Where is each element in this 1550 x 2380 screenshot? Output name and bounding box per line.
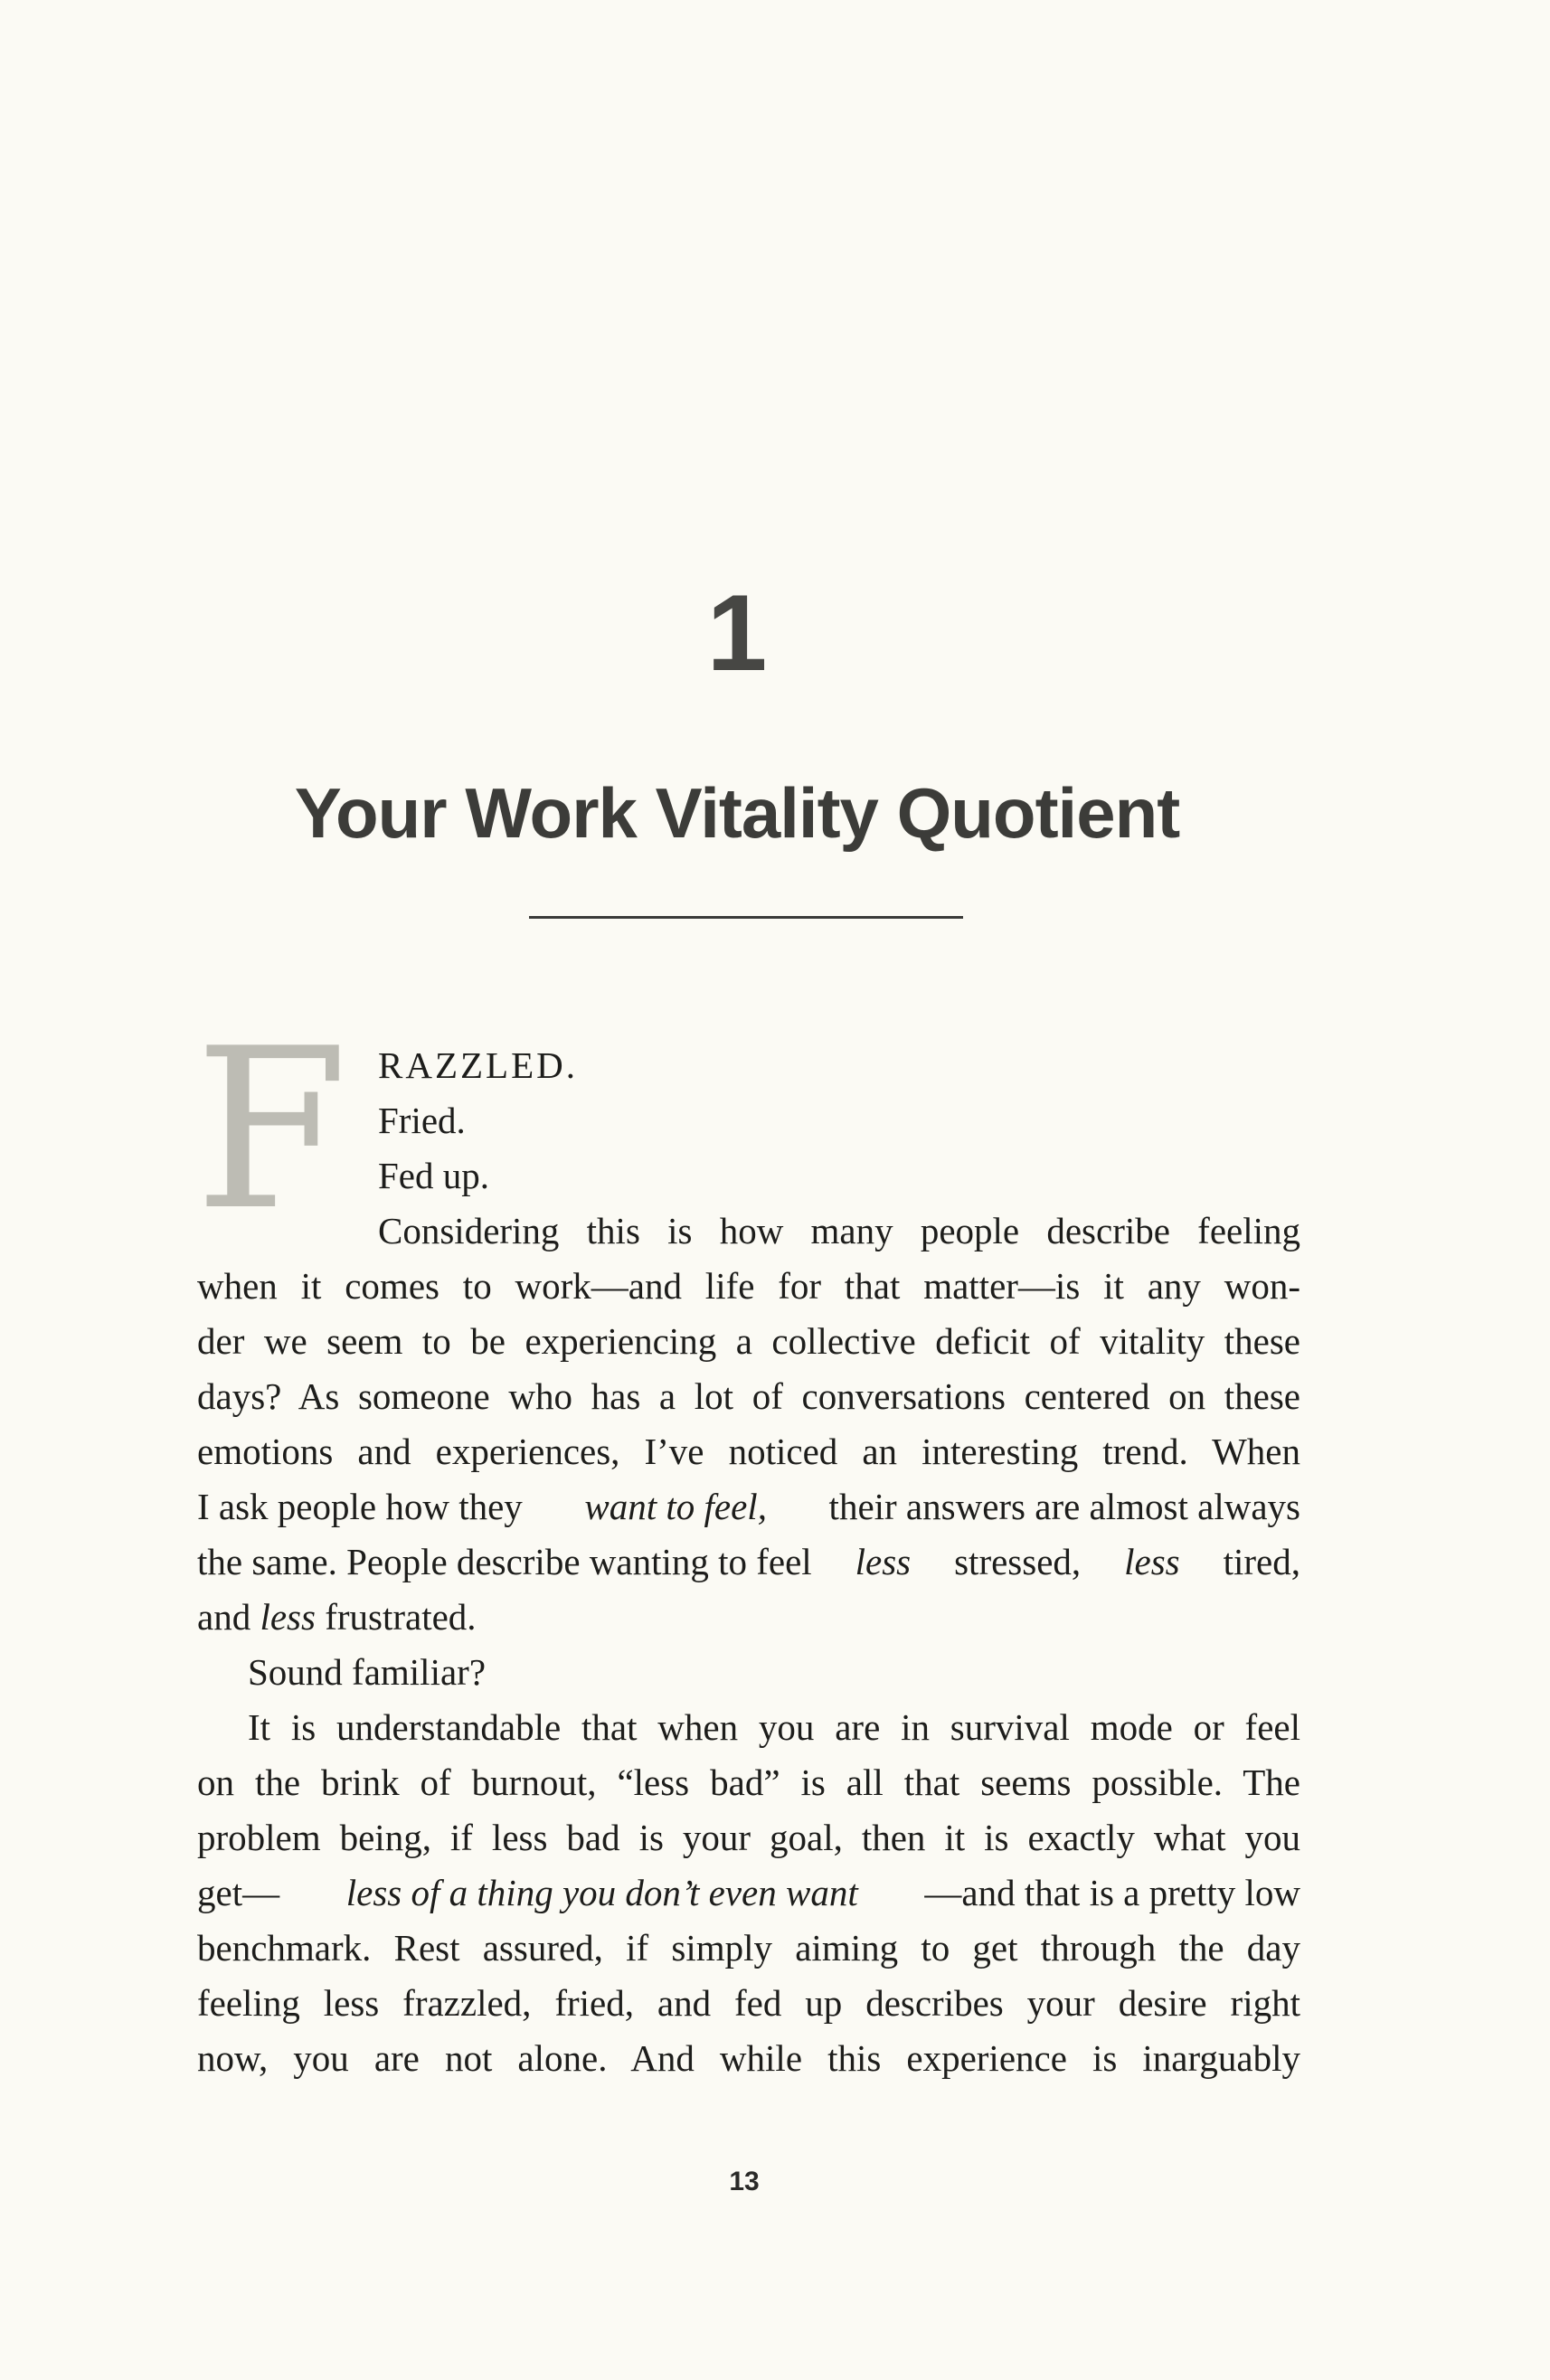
text-line: Considering this is how many people describe feeling (378, 1210, 1300, 1251)
text-line: benchmark. Rest assured, if simply aiming to get through the day (197, 1927, 1300, 1969)
text-line: Sound familiar? (248, 1651, 487, 1693)
text-line: I ask people how they want to feel, their answers are almost always (197, 1486, 1300, 1527)
text-line: It is understandable that when you are in survival mode or feel (248, 1706, 1300, 1748)
drop-cap: F (194, 1040, 348, 1221)
text-line: der we seem to be experiencing a collective deficit of vitality these (197, 1320, 1300, 1362)
text-line: feeling less frazzled, fried, and fed up describes your desire right (197, 1982, 1300, 2024)
text-line: get— less of a thing you don’t even want —and that is a pretty low (197, 1872, 1300, 1913)
text-line: RAZZLED. (378, 1044, 578, 1086)
text-line: the same. People describe wanting to feel less stressed, less tired, (197, 1541, 1300, 1582)
chapter-title: Your Work Vitality Quotient (294, 773, 1180, 853)
chapter-number: 1 (706, 572, 768, 694)
text-line: Fried. (378, 1100, 466, 1141)
text-line: emotions and experiences, I’ve noticed an interesting trend. When (197, 1431, 1300, 1472)
text-line: days? As someone who has a lot of conversations centered on these (197, 1375, 1300, 1417)
text-line: when it comes to work—and life for that matter—is it any won- (197, 1265, 1300, 1307)
body-text (197, 1038, 1300, 2086)
text-line: and less frustrated. (197, 1596, 477, 1638)
text-line: Fed up. (378, 1155, 489, 1196)
text-line: problem being, if less bad is your goal, then it is exactly what you (197, 1817, 1300, 1858)
text-line: now, you are not alone. And while this experience is inarguably (197, 2037, 1300, 2079)
title-rule (529, 916, 963, 919)
page-number: 13 (729, 2167, 760, 2196)
text-line: on the brink of burnout, “less bad” is all that seems possible. The (197, 1761, 1300, 1803)
